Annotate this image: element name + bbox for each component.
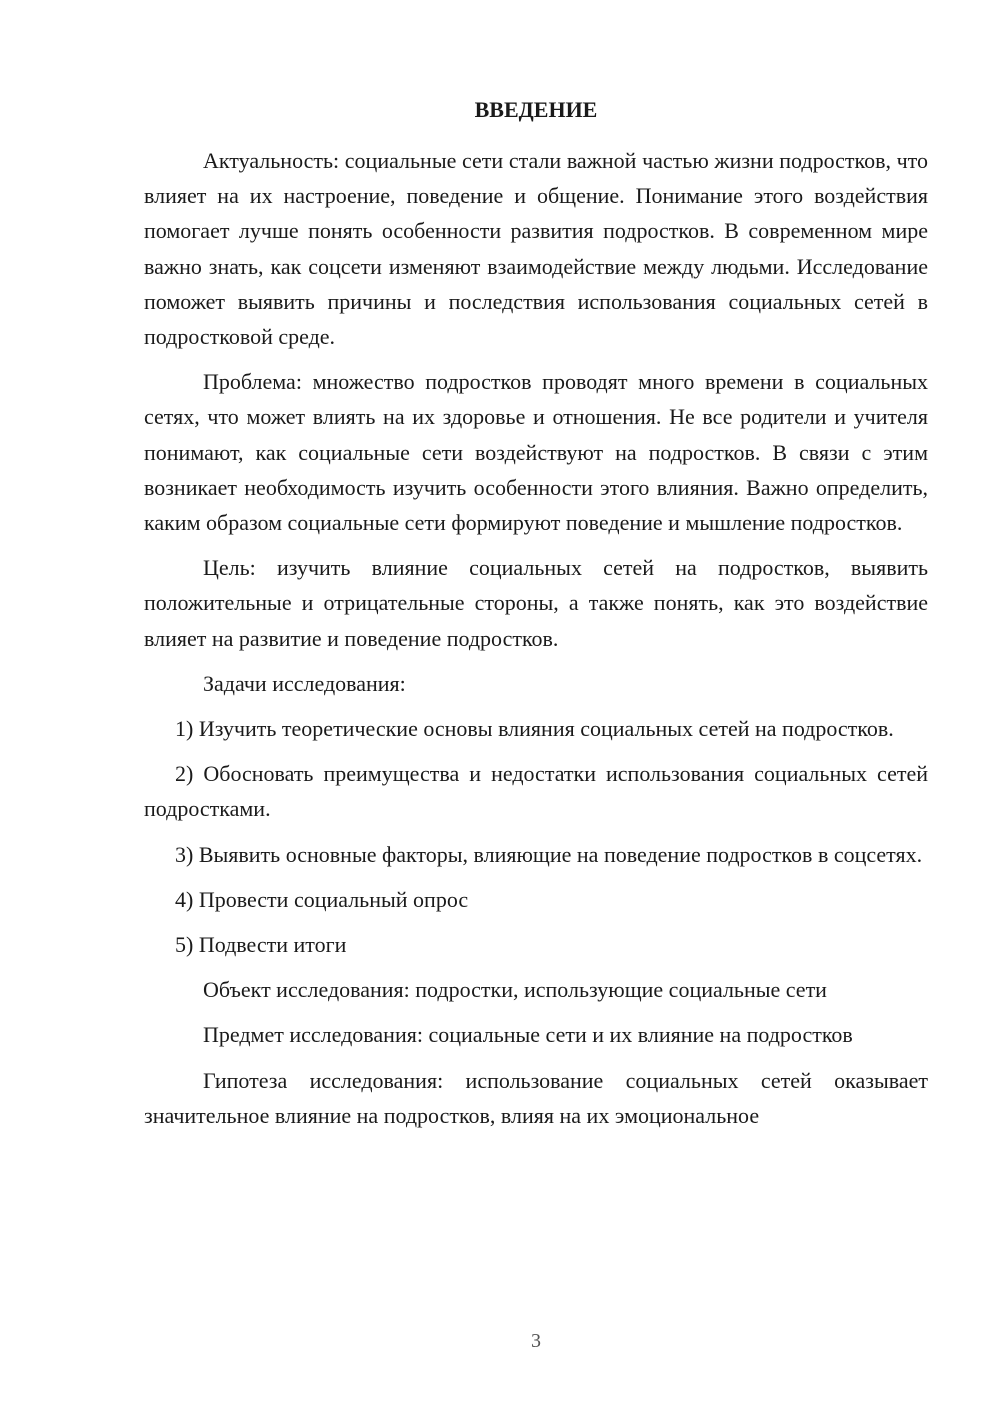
problem-paragraph: Проблема: множество подростков проводят много времени в социальных сетях, что может влиять на их здоровье и отношения. Не все родители и учителя понимают, как социальные сети воздействуют на подростков. В связи с этим возникает необходимость изучить особенности этого влияния. Важно определить, каким образом социальные сети формируют поведение и мышление подростков. bbox=[144, 369, 928, 536]
section-title: ВВЕДЕНИЕ bbox=[474, 97, 598, 122]
document-page bbox=[144, 92, 928, 1143]
task-item: 3) Выявить основные факторы, влияющие на поведение подростков в соцсетях. bbox=[175, 841, 923, 867]
task-item: 1) Изучить теоретические основы влияния социальных сетей на подростков. bbox=[175, 716, 894, 742]
hypothesis-paragraph: Гипотеза исследования: использование социальных сетей оказывает значительное влияние на подростков, влияя на их эмоциональное bbox=[144, 1067, 928, 1128]
task-item: 2) Обосновать преимущества и недостатки использования социальных сетей подростками. bbox=[144, 761, 928, 822]
relevance-paragraph: Актуальность: социальные сети стали важной частью жизни подростков, что влияет на их настроение, поведение и общение. Понимание этого воздействия помогает лучше понять особенности развития подростков. В современном мире важно знать, как соцсети изменяют взаимодействие между людьми. Исследование поможет выявить причины и последствия использования социальных сетей в подростковой среде. bbox=[144, 148, 928, 350]
page-number: 3 bbox=[531, 1330, 541, 1352]
goal-paragraph: Цель: изучить влияние социальных сетей на подростков, выявить положительные и отрицательные стороны, а также понять, как это воздействие влияет на развитие и поведение подростков. bbox=[144, 555, 928, 651]
subject-paragraph: Предмет исследования: социальные сети и их влияние на подростков bbox=[203, 1022, 853, 1048]
object-paragraph: Объект исследования: подростки, использующие социальные сети bbox=[203, 977, 827, 1003]
tasks-heading: Задачи исследования: bbox=[203, 670, 406, 696]
task-item: 4) Провести социальный опрос bbox=[175, 886, 469, 912]
task-item: 5) Подвести итоги bbox=[175, 932, 347, 958]
